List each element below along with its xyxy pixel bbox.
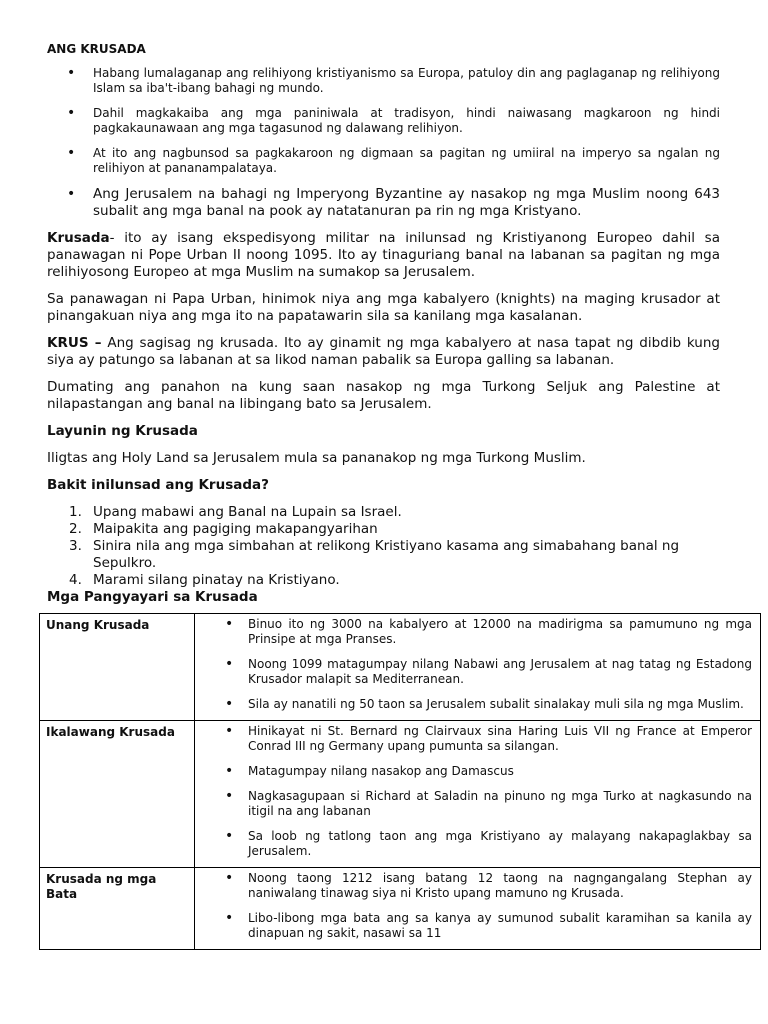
table-row xyxy=(40,721,761,868)
table-row xyxy=(40,614,761,721)
intro-bullet-list xyxy=(47,66,720,230)
events-table xyxy=(39,613,761,950)
event-name: Krusada ng mga Bata xyxy=(40,868,195,950)
intro-bullet: • Dahil magkakaiba ang mga paniniwala at tradisyon, hindi naiwasang magkaroon ng hindi pagkakaunawaan ang mga tagasunod ng dalawang relihiyon. xyxy=(47,106,720,136)
event-detail: • Hinikayat ni St. Bernard ng Clairvaux sina Haring Luis VII ng France at Emperor Conrad III ng Germany upang pumunta sa silangan. xyxy=(195,724,752,754)
reason-item xyxy=(47,521,720,538)
intro-bullet: • Habang lumalaganap ang relihiyong kristiyanismo sa Europa, patuloy din ang paglaganap ng relihiyong Islam sa iba't-ibang bahagi ng mundo. xyxy=(47,66,720,96)
intro-bullet: • At ito ang nagbunsod sa pagkakaroon ng digmaan sa pagitan ng umiiral na imperyo sa ngalan ng relihiyon at pananampalataya. xyxy=(47,146,720,176)
event-details-list xyxy=(195,614,760,720)
bakit-heading: Bakit inilunsad ang Krusada? xyxy=(47,477,269,493)
event-detail: • Nagkasagupaan si Richard at Saladin na pinuno ng mga Turko at nagkasundo na itigil na ang labanan xyxy=(195,789,752,819)
layunin-heading: Layunin ng Krusada xyxy=(47,423,198,439)
reason-number: 4. xyxy=(69,572,82,588)
krusada-definition-text: - ito ay isang ekspedisyong militar na inilunsad ng Kristiyanong Europeo dahil sa panawagan ni Pope Urban II noong 1095. Ito ay tinaguriang banal na labanan sa pagitan ng mga relihiyosong Europeo at mga Muslim na sumakop sa Jerusalem. xyxy=(47,230,720,280)
reason-text: Marami silang pinatay na Kristiyano. xyxy=(93,572,340,588)
layunin-text: Iligtas ang Holy Land sa Jerusalem mula sa pananakop ng mga Turkong Muslim. xyxy=(47,450,586,466)
krus-definition xyxy=(47,335,720,369)
event-detail: • Libo-libong mga bata ang sa kanya ay sumunod subalit karamihan sa kanila ay dinapuan ng sakit, nasawi sa 11 xyxy=(195,911,752,941)
event-detail: • Binuo ito ng 3000 na kabalyero at 12000 na madirigma sa pamumuno ng mga Prinsipe at mga Pranses. xyxy=(195,617,752,647)
event-detail: • Sa loob ng tatlong taon ang mga Kristiyano ay malayang nakapaglakbay sa Jerusalem. xyxy=(195,829,752,859)
reason-text: Upang mabawi ang Banal na Lupain sa Israel. xyxy=(93,504,402,520)
event-detail: • Noong 1099 matagumpay nilang Nabawi ang Jerusalem at nag tatag ng Estadong Krusador malapit sa Mediterranean. xyxy=(195,657,752,687)
event-detail: • Sila ay nanatili ng 50 taon sa Jerusalem subalit sinalakay muli sila ng mga Muslim. xyxy=(195,697,752,712)
reason-item xyxy=(47,504,720,521)
intro-bullet: • Ang Jerusalem na bahagi ng Imperyong Byzantine ay nasakop ng mga Muslim noong 643 subalit ang mga banal na pook ay natatanuran pa rin ng mga Kristyano. xyxy=(47,186,720,220)
event-details-list xyxy=(195,868,760,949)
krus-definition-text: Ang sagisag ng krusada. Ito ay ginamit ng mga kabalyero at nasa tapat ng dibdib kung siya ay patungo sa labanan at sa likod naman pabalik sa Europa galling sa labanan. xyxy=(47,335,720,368)
event-name: Unang Krusada xyxy=(40,614,195,721)
reason-number: 1. xyxy=(69,504,82,520)
reason-item xyxy=(47,538,720,572)
document-title: ANG KRUSADA xyxy=(47,42,146,56)
reasons-list xyxy=(47,504,720,589)
table-row xyxy=(40,868,761,950)
event-details-list xyxy=(195,721,760,867)
event-detail: • Noong taong 1212 isang batang 12 taong na nagngangalang Stephan ay naniwalang tinawag siya ni Kristo upang mamuno ng Krusada. xyxy=(195,871,752,901)
reason-text: Maipakita ang pagiging makapangyarihan xyxy=(93,521,378,537)
document-body xyxy=(47,230,720,616)
event-detail: • Matagumpay nilang nasakop ang Damascus xyxy=(195,764,752,779)
krusada-definition xyxy=(47,230,720,281)
reason-text: Sinira nila ang mga simbahan at relikong Kristiyano kasama ang simabahang banal ng Sepulkro. xyxy=(93,538,680,571)
krus-term: KRUS – xyxy=(47,335,102,351)
urban-paragraph: Sa panawagan ni Papa Urban, hinimok niya ang mga kabalyero (knights) na maging krusador at pinangakuan niya ang mga ito na papatawarin sila sa kanilang mga kasalanan. xyxy=(47,291,720,324)
reason-item xyxy=(47,572,720,589)
events-heading: Mga Pangyayari sa Krusada xyxy=(47,589,258,605)
reason-number: 2. xyxy=(69,521,82,537)
reason-number: 3. xyxy=(69,538,82,554)
event-name: Ikalawang Krusada xyxy=(40,721,195,868)
seljuk-paragraph: Dumating ang panahon na kung saan nasakop ng mga Turkong Seljuk ang Palestine at nilapastangan ang banal na libingang bato sa Jerusalem. xyxy=(47,379,720,412)
krusada-term: Krusada xyxy=(47,230,110,246)
